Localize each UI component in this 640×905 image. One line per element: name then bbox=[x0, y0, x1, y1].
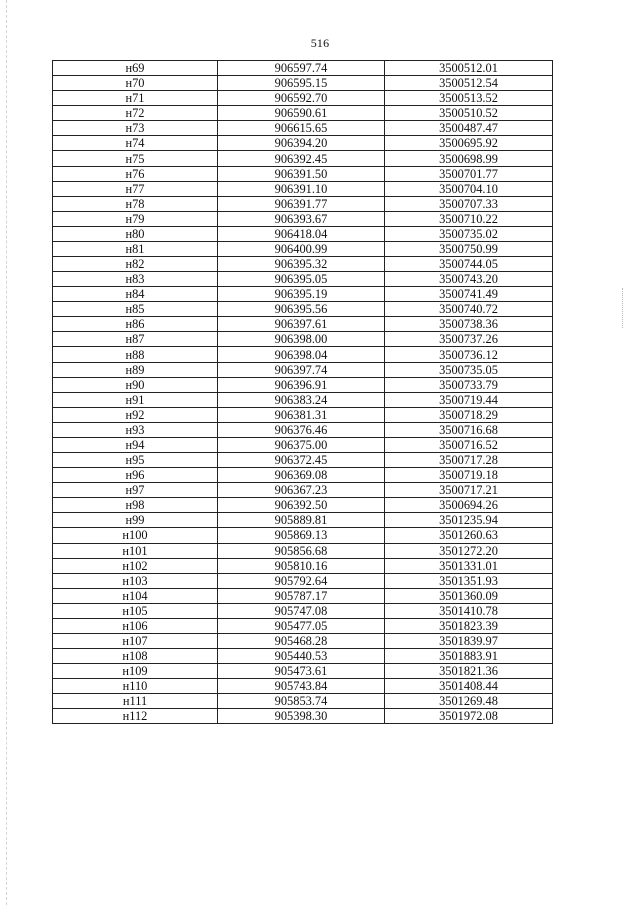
point-id-cell: н107 bbox=[53, 633, 218, 648]
y-coordinate-cell: 3501269.48 bbox=[385, 694, 553, 709]
point-id-cell: н103 bbox=[53, 573, 218, 588]
x-coordinate-cell: 905398.30 bbox=[218, 709, 385, 724]
y-coordinate-cell: 3500512.54 bbox=[385, 76, 553, 91]
x-coordinate-cell: 906597.74 bbox=[218, 61, 385, 76]
y-coordinate-cell: 3500743.20 bbox=[385, 272, 553, 287]
x-coordinate-cell: 906369.08 bbox=[218, 468, 385, 483]
y-coordinate-cell: 3500695.92 bbox=[385, 136, 553, 151]
y-coordinate-cell: 3501883.91 bbox=[385, 649, 553, 664]
y-coordinate-cell: 3501410.78 bbox=[385, 603, 553, 618]
page-number: 516 bbox=[310, 36, 330, 50]
point-id-cell: н87 bbox=[53, 332, 218, 347]
point-id-cell: н99 bbox=[53, 513, 218, 528]
point-id-cell: н72 bbox=[53, 106, 218, 121]
scan-right-mark bbox=[622, 288, 623, 328]
point-id-cell: н106 bbox=[53, 618, 218, 633]
y-coordinate-cell: 3501272.20 bbox=[385, 543, 553, 558]
table-row bbox=[53, 362, 553, 377]
table-row bbox=[53, 287, 553, 302]
y-coordinate-cell: 3500733.79 bbox=[385, 377, 553, 392]
table-row bbox=[53, 317, 553, 332]
x-coordinate-cell: 906397.61 bbox=[218, 317, 385, 332]
x-coordinate-cell: 906398.04 bbox=[218, 347, 385, 362]
x-coordinate-cell: 906395.05 bbox=[218, 272, 385, 287]
table-row bbox=[53, 181, 553, 196]
table-row bbox=[53, 407, 553, 422]
point-id-cell: н75 bbox=[53, 151, 218, 166]
x-coordinate-cell: 905473.61 bbox=[218, 664, 385, 679]
point-id-cell: н98 bbox=[53, 498, 218, 513]
table-row bbox=[53, 136, 553, 151]
y-coordinate-cell: 3500735.02 bbox=[385, 226, 553, 241]
table-row bbox=[53, 241, 553, 256]
point-id-cell: н82 bbox=[53, 257, 218, 272]
y-coordinate-cell: 3500710.22 bbox=[385, 211, 553, 226]
x-coordinate-cell: 906400.99 bbox=[218, 241, 385, 256]
scan-left-edge bbox=[6, 0, 7, 905]
y-coordinate-cell: 3500694.26 bbox=[385, 498, 553, 513]
point-id-cell: н96 bbox=[53, 468, 218, 483]
point-id-cell: н109 bbox=[53, 664, 218, 679]
point-id-cell: н71 bbox=[53, 91, 218, 106]
x-coordinate-cell: 906392.45 bbox=[218, 151, 385, 166]
x-coordinate-cell: 906590.61 bbox=[218, 106, 385, 121]
point-id-cell: н69 bbox=[53, 61, 218, 76]
point-id-cell: н97 bbox=[53, 483, 218, 498]
x-coordinate-cell: 905889.81 bbox=[218, 513, 385, 528]
point-id-cell: н84 bbox=[53, 287, 218, 302]
x-coordinate-cell: 905787.17 bbox=[218, 588, 385, 603]
point-id-cell: н95 bbox=[53, 453, 218, 468]
x-coordinate-cell: 906397.74 bbox=[218, 362, 385, 377]
x-coordinate-cell: 906395.19 bbox=[218, 287, 385, 302]
x-coordinate-cell: 905853.74 bbox=[218, 694, 385, 709]
table-row bbox=[53, 633, 553, 648]
y-coordinate-cell: 3500736.12 bbox=[385, 347, 553, 362]
point-id-cell: н93 bbox=[53, 422, 218, 437]
point-id-cell: н83 bbox=[53, 272, 218, 287]
table-row bbox=[53, 664, 553, 679]
y-coordinate-cell: 3500487.47 bbox=[385, 121, 553, 136]
point-id-cell: н81 bbox=[53, 241, 218, 256]
point-id-cell: н86 bbox=[53, 317, 218, 332]
table-row bbox=[53, 257, 553, 272]
coordinates-table-body bbox=[53, 61, 553, 724]
x-coordinate-cell: 906392.50 bbox=[218, 498, 385, 513]
table-row bbox=[53, 302, 553, 317]
y-coordinate-cell: 3500735.05 bbox=[385, 362, 553, 377]
y-coordinate-cell: 3500513.52 bbox=[385, 91, 553, 106]
point-id-cell: н91 bbox=[53, 392, 218, 407]
x-coordinate-cell: 906395.32 bbox=[218, 257, 385, 272]
y-coordinate-cell: 3500716.52 bbox=[385, 437, 553, 452]
x-coordinate-cell: 906391.77 bbox=[218, 196, 385, 211]
y-coordinate-cell: 3500704.10 bbox=[385, 181, 553, 196]
x-coordinate-cell: 906381.31 bbox=[218, 407, 385, 422]
point-id-cell: н85 bbox=[53, 302, 218, 317]
point-id-cell: н73 bbox=[53, 121, 218, 136]
table-row bbox=[53, 61, 553, 76]
table-row bbox=[53, 106, 553, 121]
point-id-cell: н89 bbox=[53, 362, 218, 377]
x-coordinate-cell: 906376.46 bbox=[218, 422, 385, 437]
y-coordinate-cell: 3500718.29 bbox=[385, 407, 553, 422]
point-id-cell: н101 bbox=[53, 543, 218, 558]
point-id-cell: н92 bbox=[53, 407, 218, 422]
y-coordinate-cell: 3501408.44 bbox=[385, 679, 553, 694]
y-coordinate-cell: 3500707.33 bbox=[385, 196, 553, 211]
y-coordinate-cell: 3500701.77 bbox=[385, 166, 553, 181]
x-coordinate-cell: 906372.45 bbox=[218, 453, 385, 468]
point-id-cell: н76 bbox=[53, 166, 218, 181]
point-id-cell: н105 bbox=[53, 603, 218, 618]
x-coordinate-cell: 906391.10 bbox=[218, 181, 385, 196]
x-coordinate-cell: 905792.64 bbox=[218, 573, 385, 588]
x-coordinate-cell: 906592.70 bbox=[218, 91, 385, 106]
table-row bbox=[53, 573, 553, 588]
y-coordinate-cell: 3501331.01 bbox=[385, 558, 553, 573]
table-row bbox=[53, 91, 553, 106]
x-coordinate-cell: 906418.04 bbox=[218, 226, 385, 241]
point-id-cell: н88 bbox=[53, 347, 218, 362]
table-row bbox=[53, 422, 553, 437]
table-row bbox=[53, 332, 553, 347]
table-row bbox=[53, 392, 553, 407]
x-coordinate-cell: 906367.23 bbox=[218, 483, 385, 498]
table-row bbox=[53, 196, 553, 211]
table-row bbox=[53, 211, 553, 226]
table-row bbox=[53, 166, 553, 181]
point-id-cell: н112 bbox=[53, 709, 218, 724]
table-row bbox=[53, 453, 553, 468]
y-coordinate-cell: 3501823.39 bbox=[385, 618, 553, 633]
point-id-cell: н78 bbox=[53, 196, 218, 211]
table-row bbox=[53, 498, 553, 513]
y-coordinate-cell: 3500512.01 bbox=[385, 61, 553, 76]
y-coordinate-cell: 3501260.63 bbox=[385, 528, 553, 543]
table-row bbox=[53, 151, 553, 166]
y-coordinate-cell: 3500750.99 bbox=[385, 241, 553, 256]
x-coordinate-cell: 905747.08 bbox=[218, 603, 385, 618]
point-id-cell: н80 bbox=[53, 226, 218, 241]
y-coordinate-cell: 3500740.72 bbox=[385, 302, 553, 317]
coordinates-table bbox=[52, 60, 553, 724]
x-coordinate-cell: 906393.67 bbox=[218, 211, 385, 226]
table-row bbox=[53, 272, 553, 287]
point-id-cell: н111 bbox=[53, 694, 218, 709]
x-coordinate-cell: 905477.05 bbox=[218, 618, 385, 633]
x-coordinate-cell: 905440.53 bbox=[218, 649, 385, 664]
x-coordinate-cell: 905743.84 bbox=[218, 679, 385, 694]
y-coordinate-cell: 3501235.94 bbox=[385, 513, 553, 528]
y-coordinate-cell: 3500741.49 bbox=[385, 287, 553, 302]
table-row bbox=[53, 483, 553, 498]
x-coordinate-cell: 906394.20 bbox=[218, 136, 385, 151]
table-row bbox=[53, 649, 553, 664]
point-id-cell: н90 bbox=[53, 377, 218, 392]
point-id-cell: н70 bbox=[53, 76, 218, 91]
x-coordinate-cell: 905468.28 bbox=[218, 633, 385, 648]
y-coordinate-cell: 3500738.36 bbox=[385, 317, 553, 332]
x-coordinate-cell: 905869.13 bbox=[218, 528, 385, 543]
table-row bbox=[53, 437, 553, 452]
y-coordinate-cell: 3501351.93 bbox=[385, 573, 553, 588]
table-row bbox=[53, 226, 553, 241]
point-id-cell: н102 bbox=[53, 558, 218, 573]
y-coordinate-cell: 3501972.08 bbox=[385, 709, 553, 724]
table-row bbox=[53, 513, 553, 528]
y-coordinate-cell: 3500716.68 bbox=[385, 422, 553, 437]
point-id-cell: н100 bbox=[53, 528, 218, 543]
y-coordinate-cell: 3501821.36 bbox=[385, 664, 553, 679]
x-coordinate-cell: 906615.65 bbox=[218, 121, 385, 136]
table-row bbox=[53, 377, 553, 392]
y-coordinate-cell: 3500698.99 bbox=[385, 151, 553, 166]
y-coordinate-cell: 3500737.26 bbox=[385, 332, 553, 347]
y-coordinate-cell: 3500719.44 bbox=[385, 392, 553, 407]
point-id-cell: н108 bbox=[53, 649, 218, 664]
table-row bbox=[53, 558, 553, 573]
x-coordinate-cell: 906595.15 bbox=[218, 76, 385, 91]
point-id-cell: н110 bbox=[53, 679, 218, 694]
table-row bbox=[53, 694, 553, 709]
y-coordinate-cell: 3500717.21 bbox=[385, 483, 553, 498]
y-coordinate-cell: 3501360.09 bbox=[385, 588, 553, 603]
table-row bbox=[53, 347, 553, 362]
x-coordinate-cell: 906398.00 bbox=[218, 332, 385, 347]
y-coordinate-cell: 3500510.52 bbox=[385, 106, 553, 121]
y-coordinate-cell: 3500717.28 bbox=[385, 453, 553, 468]
point-id-cell: н104 bbox=[53, 588, 218, 603]
table-row bbox=[53, 679, 553, 694]
table-row bbox=[53, 618, 553, 633]
table-row bbox=[53, 709, 553, 724]
point-id-cell: н77 bbox=[53, 181, 218, 196]
x-coordinate-cell: 905856.68 bbox=[218, 543, 385, 558]
y-coordinate-cell: 3500719.18 bbox=[385, 468, 553, 483]
point-id-cell: н79 bbox=[53, 211, 218, 226]
table-row bbox=[53, 603, 553, 618]
table-row bbox=[53, 588, 553, 603]
table-row bbox=[53, 543, 553, 558]
x-coordinate-cell: 906391.50 bbox=[218, 166, 385, 181]
x-coordinate-cell: 906375.00 bbox=[218, 437, 385, 452]
table-row bbox=[53, 528, 553, 543]
table-row bbox=[53, 121, 553, 136]
y-coordinate-cell: 3501839.97 bbox=[385, 633, 553, 648]
table-row bbox=[53, 468, 553, 483]
point-id-cell: н94 bbox=[53, 437, 218, 452]
x-coordinate-cell: 905810.16 bbox=[218, 558, 385, 573]
y-coordinate-cell: 3500744.05 bbox=[385, 257, 553, 272]
table-row bbox=[53, 76, 553, 91]
x-coordinate-cell: 906396.91 bbox=[218, 377, 385, 392]
x-coordinate-cell: 906383.24 bbox=[218, 392, 385, 407]
x-coordinate-cell: 906395.56 bbox=[218, 302, 385, 317]
point-id-cell: н74 bbox=[53, 136, 218, 151]
